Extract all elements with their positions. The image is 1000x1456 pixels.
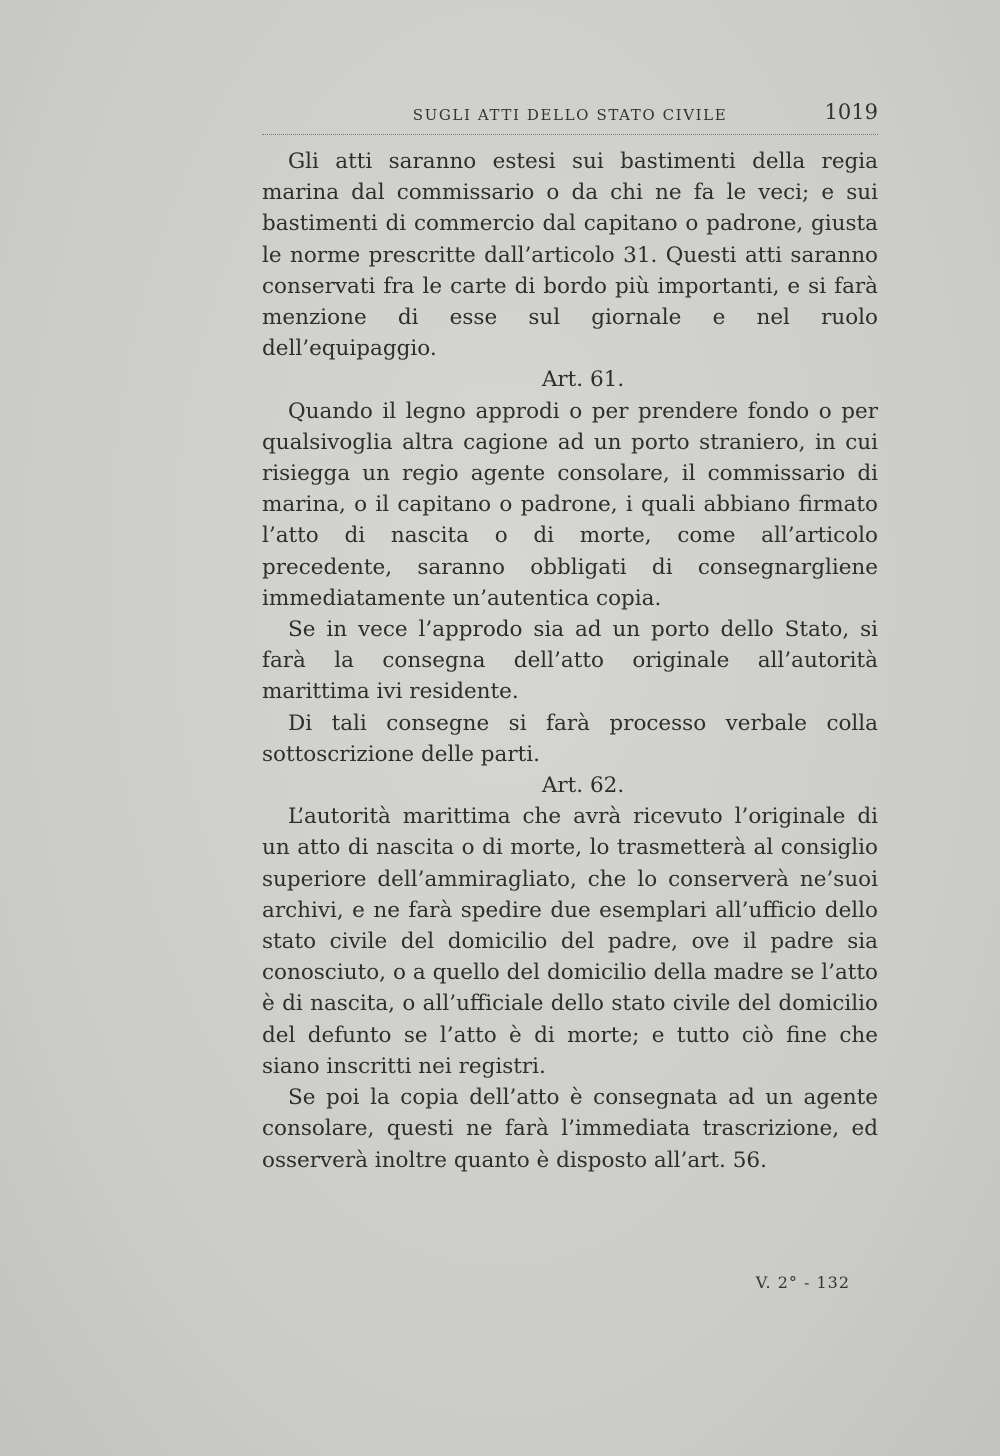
paragraph-2: Quando il legno approdi o per prendere fondo o per qualsivoglia altra cagione ad un porto straniero, in cui risiegga un regio agente consolare, il commissario di marina, o il capitano o padrone, i quali abbiano firmato l’atto di nascita o di morte, come all’articolo precedente, saranno obbligati di consegnargliene immediatamente un’autentica copia. xyxy=(262,398,878,611)
body-text xyxy=(262,146,878,1176)
page-number: 1019 xyxy=(824,100,878,124)
article-heading-62: Art. 62. xyxy=(541,773,625,799)
paragraph-4: Di tali consegne si farà processo verbale colla sottoscrizione delle parti. xyxy=(262,710,878,767)
running-title: SUGLI ATTI DELLO STATO CIVILE xyxy=(412,106,728,124)
paragraph-3: Se in vece l’approdo sia ad un porto dello Stato, si farà la consegna dell’atto originale all’autorità marittima ivi residente. xyxy=(262,617,878,705)
paragraph-5: L’autorità marittima che avrà ricevuto l’originale di un atto di nascita o di morte, lo trasmetterà al consiglio superiore dell’ammiragliato, che lo conserverà ne’suoi archivi, e ne farà spedire due esemplari all’ufficio dello stato civile del domicilio del padre, ove il padre sia conosciuto, o a quello del domicilio della madre se l’atto è di nascita, o all’ufficiale dello stato civile del domicilio del defunto se l’atto è di morte; e tutto ciò fine che siano inscritti nei registri. xyxy=(262,804,878,1079)
paragraph-6: Se poi la copia dell’atto è consegnata ad un agente consolare, questi ne farà l’immediata trascrizione, ed osserverà inoltre quanto è disposto all’art. 56. xyxy=(262,1085,878,1173)
signature-mark: V. 2° - 132 xyxy=(755,1273,850,1292)
article-heading-61: Art. 61. xyxy=(541,367,625,393)
paragraph-1: Gli atti saranno estesi sui bastimenti della regia marina dal commissario o da chi ne fa le veci; e sui bastimenti di commercio dal capitano o padrone, giusta le norme prescritte dall’articolo 31. Questi atti saranno conservati fra le carte di bordo più importanti, e si farà menzione di esse sul giornale e nel ruolo dell’equipaggio. xyxy=(262,149,878,362)
running-head xyxy=(262,100,878,135)
